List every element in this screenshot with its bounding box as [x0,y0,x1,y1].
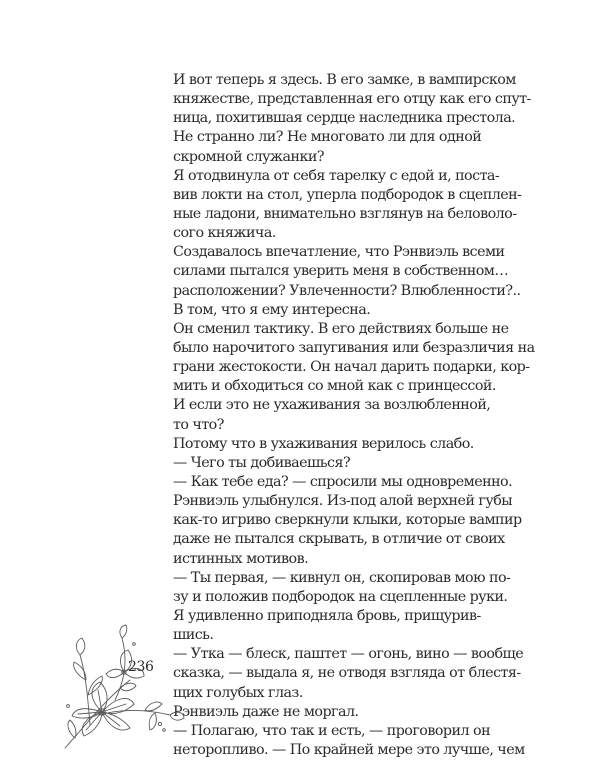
text-line: — Утка — блеск, паштет — огонь, вино — вообще [173,646,524,663]
text-line: то что? [173,416,224,433]
text-line: мить и обходиться со мной как с принцессой. [173,378,496,395]
text-line: Не странно ли? Не многовато ли для одной [173,129,482,146]
text-line: В том, что я ему интересна. [173,301,371,318]
text-line: — Полагаю, что так и есть, — проговорил он [173,722,491,739]
text-line: ница, похитившая сердце наследника престола. [173,110,516,127]
floral-corner-ornament-icon [60,620,190,750]
text-line: Я удивленно приподняла бровь, прищурив- [173,607,481,624]
text-line: Создавалось впечатление, что Рэнвиэль всеми [173,244,505,261]
text-line: скромной служанки? [173,148,324,165]
text-line: как-то игриво сверкнули клыки, которые вампир [173,512,522,529]
text-line: сого княжича. [173,225,276,242]
text-line: Рэнвиэль улыбнулся. Из-под алой верхней губы [173,493,513,510]
text-line: Я отодвинула от себя тарелку с едой и, поста- [173,167,500,184]
text-line: ные ладони, внимательно взглянув на беловоло- [173,205,517,222]
text-line: неторопливо. — По крайней мере это лучше, чем [173,741,525,758]
text-line: — Чего ты добиваешься? [173,454,351,471]
text-line: было нарочитого запугивания или безразличия на [173,339,535,356]
text-line: расположении? Увлеченности? Влюбленности?.. [173,282,521,299]
text-line: грани жестокости. Он начал дарить подарки, кор- [173,359,530,376]
text-line: княжестве, представленная его отцу как его спут- [173,91,531,108]
text-line: Он сменил тактику. В его действиях больше не [173,320,509,337]
page-number: 236 [128,659,154,675]
text-line: И вот теперь я здесь. В его замке, в вампирском [173,72,516,88]
text-line: истинных мотивов. [173,550,309,567]
text-line: И если это не ухаживания за возлюбленной, [173,397,491,414]
text-line: щих голубых глаз. [173,684,303,701]
text-line: силами пытался уверить меня в собственном… [173,263,509,280]
text-line: — Ты первая, — кивнул он, скопировав мою по- [173,569,511,586]
text-line: вив локти на стол, уперла подбородок в сцеплен- [173,186,522,203]
text-line: Рэнвиэль даже не моргал. [173,703,359,720]
text-line: шись. [173,627,214,644]
text-line: зу и положив подбородок на сцепленные руки. [173,588,508,605]
body-text [173,71,535,760]
text-line: — Как тебе еда? — спросили мы одновременно. [173,473,513,490]
text-line: Потому что в ухаживания верилось слабо. [173,435,474,452]
text-line: даже не пытался скрывать, в отличие от своих [173,531,505,548]
text-line: сказка, — выдала я, не отводя взгляда от блестя- [173,665,521,682]
